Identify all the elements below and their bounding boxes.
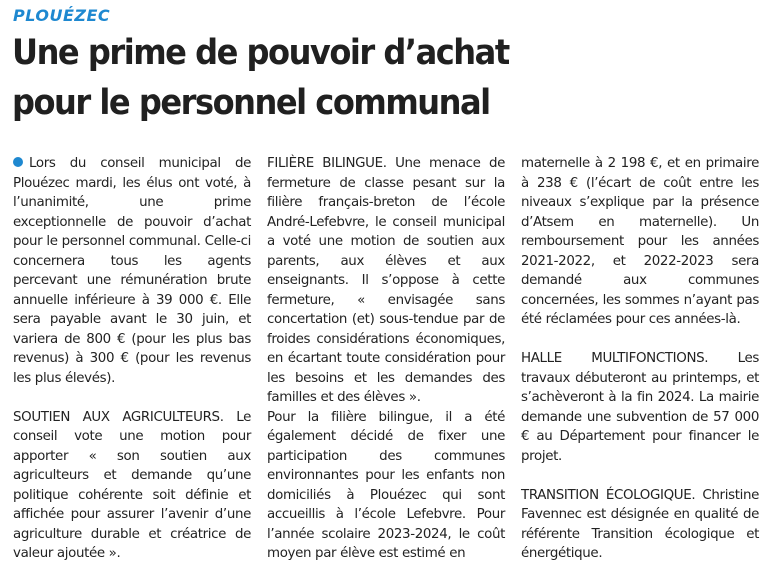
section-title-filiere: FILIÈRE BILINGUE. xyxy=(267,156,387,171)
bullet-icon xyxy=(13,157,23,167)
section-body-transition: Christine Favennec est désignée en qualité de référente Transition écologique et énergétique. xyxy=(521,487,759,561)
section-transition xyxy=(521,486,759,564)
section-body-agriculteurs: Le conseil vote une motion pour apporter « son soutien aux agriculteurs et demande qu’une politique cohérente soit définie et affichée pour assurer l’avenir d’une agriculture durable et créatrice de valeur ajoutée ». xyxy=(13,409,251,561)
column-1 xyxy=(13,154,251,583)
article-kicker: PLOUÉZEC xyxy=(13,6,111,25)
section-title-transition: TRANSITION ÉCOLOGIQUE. xyxy=(521,487,696,503)
article-headline xyxy=(12,28,710,128)
column-2 xyxy=(267,154,505,564)
paragraph-continuation: maternelle à 2 198 €, et en primaire à 238 € (l’écart de coût entre les niveaux s’explique par la présence d’Atsem en maternelle). Un remboursement pour les années 2021-2022, et 2022-2023 sera demandé aux communes concernées, les sommes n’ayant pas été réclamées pour ces années-là. xyxy=(521,156,759,327)
headline-line-1: Une prime de pouvoir d’achat xyxy=(12,33,509,73)
section-agriculteurs xyxy=(13,408,251,564)
section-halle xyxy=(521,349,759,466)
section-filiere-bilingue xyxy=(267,154,505,408)
section-body-filiere: Une menace de fermeture de classe pesant sur la filière français-breton de l’école André-Lefebvre, le conseil municipal a voté une motion de soutien aux parents, aux élèves et aux enseignants. Il s’oppose à cette fermeture, « envisagée sans concertation (et) sous-tendue par de froides considérations économiques, en écartant toute considération pour les besoins et les demandes des familles et des élèves ». xyxy=(267,156,505,405)
paragraph-participation: Pour la filière bilingue, il a été également décidé de fixer une participation des communes environnantes pour les enfants non domiciliés à Plouézec qui sont accueillis à l’école Lefebvre. Pour l’année scolaire 2023-2024, le coût moyen par élève est estimé en xyxy=(267,409,505,561)
column-3 xyxy=(521,154,759,564)
section-body-halle: Les travaux débuteront au printemps, et s’achèveront à la fin 2024. La mairie demande une subvention de 57 000 € au Département pour financer le projet. xyxy=(521,351,759,464)
headline-line-2: pour le personnel communal xyxy=(12,83,490,123)
section-title-halle: HALLE MULTIFONCTIONS. xyxy=(521,351,709,366)
intro-paragraph xyxy=(13,154,251,388)
intro-text: Lors du conseil municipal de Plouézec mardi, les élus ont voté, à l’unanimité, une prime exceptionnelle de pouvoir d’achat pour le personnel communal. Celle-ci concernera tous les agents percevant une rémunération brute annuelle inférieure à 39 000 €. Elle sera payable avant le 30 juin, et variera de 800 € (pour les plus bas revenus) à 300 € (pour les revenus les plus élevés). xyxy=(13,156,251,386)
section-title-agriculteurs: SOUTIEN AUX AGRICULTEURS. xyxy=(13,409,224,425)
